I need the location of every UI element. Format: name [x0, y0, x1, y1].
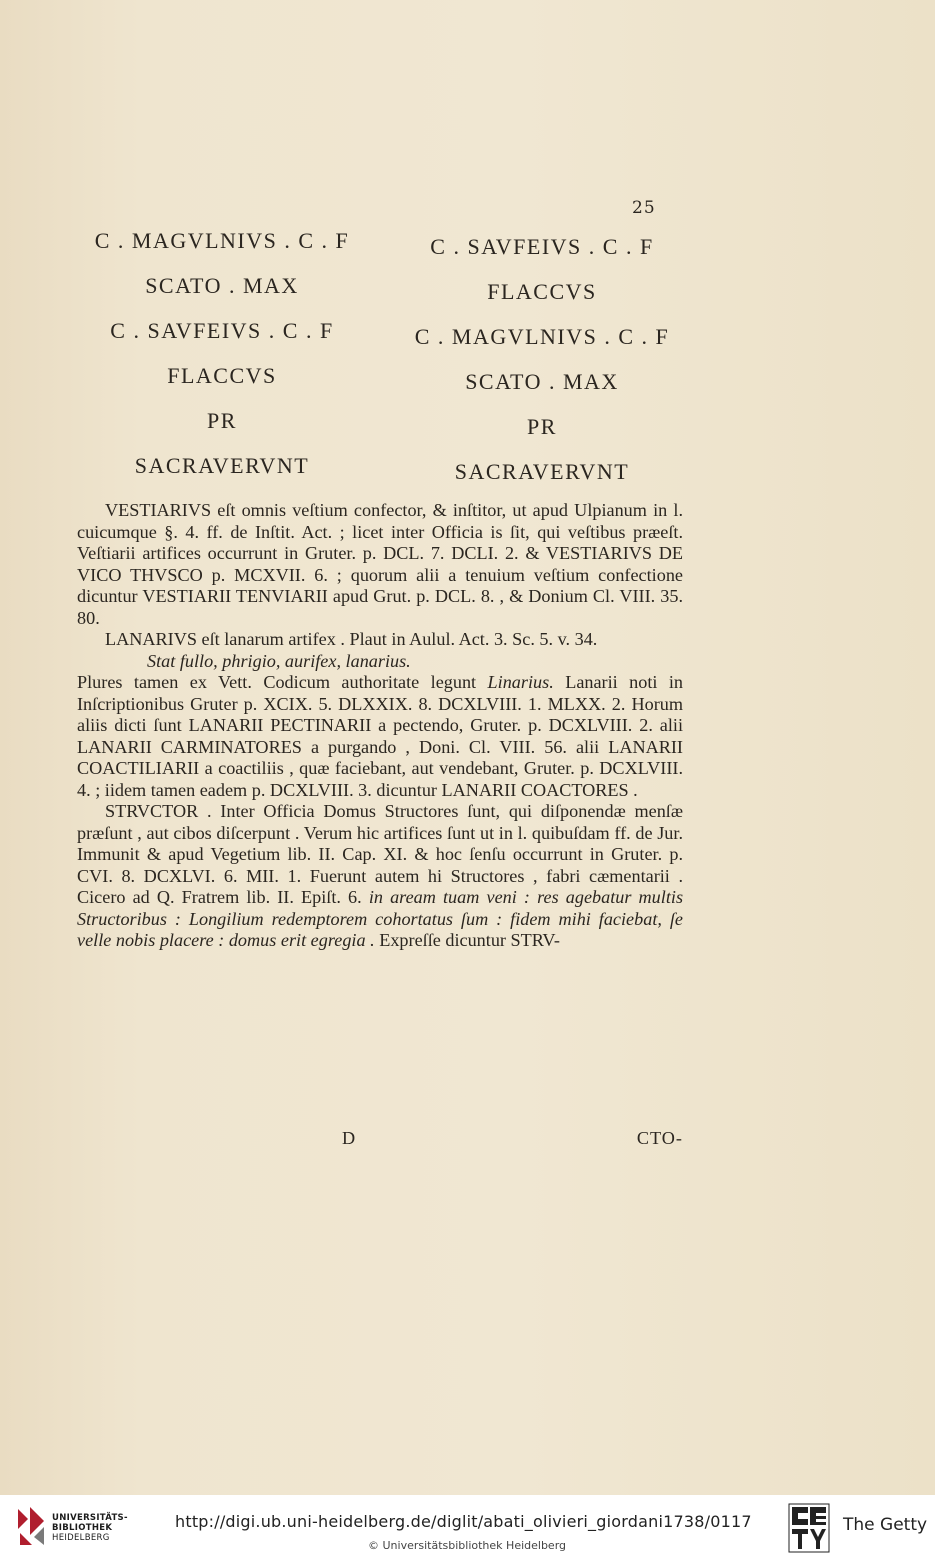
- paragraph-linarius: [77, 672, 683, 801]
- signature-mark: D: [342, 1128, 356, 1148]
- inscription-line: PR: [527, 414, 557, 439]
- text-run: Expreſſe dicuntur STRV-: [379, 930, 560, 950]
- paragraph-vestiarius: VESTIARIVS eſt omnis veſtium confector, & inſtitor, ut apud Ulpianum in l. cuicumque §. 4. ff. de Inſtit. Act. ; licet inter Officia is ſit, qui veſtibus præeſt. Veſtiarii artifices occurrunt in Gruter. p. DCL. 7. DCLI. 2. & VESTIARIVS DE VICO THVSCO p. MCXVII. 6. ; quorum alii a tenuium veſtium confectione dicuntur VESTIARII TENVIARII apud Grut. p. DCL. 8. , & Donium Cl. VIII. 35. 80.: [77, 500, 683, 628]
- inscription-line: FLACCVS: [487, 279, 597, 304]
- italic-run: in aream tuam veni : res agebatur multis Structoribus : Longilium redemptorem cohortatus ſum : fidem mihi faciebat, ſe velle nobis placere : domus erit egregia .: [77, 887, 684, 950]
- ub-line: UNIVERSITÄTS-: [52, 1513, 128, 1523]
- inscription-line: SCATO . MAX: [145, 273, 299, 298]
- page-foot: [77, 1128, 683, 1152]
- ub-line: HEIDELBERG: [52, 1533, 110, 1543]
- inscription-left: [72, 226, 372, 496]
- inscription-line: C . SAVFEIVS . C . F: [110, 318, 334, 343]
- viewer-footer: [0, 1495, 935, 1563]
- getty-logo-icon[interactable]: [788, 1503, 830, 1553]
- paragraph-lanarius: LANARIVS eſt lanarum artifex . Plaut in Aulul. Act. 3. Sc. 5. v. 34.: [105, 629, 598, 649]
- inscription-line: C . SAVFEIVS . C . F: [430, 234, 654, 259]
- inscription-line: SACRAVERVNT: [454, 459, 630, 484]
- text-run: STRVCTOR . Inter Officia Domus Structores ſunt, qui diſponendæ menſæ præſunt , aut cibos diſcerpunt . Verum hic artifices ſunt ut in l. quibuſdam ff. de Jur. Immunit & apud Vegetium lib. II. Cap. XI. & hoc ſenſu occurrunt in Gruter. p. CVI. 8. DCXLVI. 6. MII. 1. Fuerunt autem hi Structores , fabri cæmentarii . Cicero ad Q. Fratrem lib. II. Epiſt. 6.: [77, 801, 683, 907]
- verse-quote: Stat fullo, phrigio, aurifex, lanarius.: [147, 650, 411, 671]
- commentary-text: [77, 500, 683, 952]
- page-number: 25: [632, 198, 656, 218]
- inscription-line: FLACCVS: [167, 363, 277, 388]
- inscription-line: C . MAGVLNIVS . C . F: [94, 228, 350, 253]
- inscription-right: [392, 232, 692, 502]
- inscription-line: C . MAGVLNIVS . C . F: [414, 324, 670, 349]
- getty-wordmark: The Getty: [843, 1515, 928, 1535]
- ub-wordmark: [52, 1513, 128, 1543]
- copyright-notice: © Universitätsbibliothek Heidelberg: [368, 1539, 567, 1552]
- ub-heidelberg-icon: [14, 1505, 48, 1547]
- paragraph-structor: [77, 801, 683, 952]
- catchword: CTO-: [636, 1128, 683, 1148]
- italic-run: Linarius.: [487, 672, 554, 692]
- inscription-line: PR: [207, 408, 237, 433]
- permalink-url[interactable]: http://digi.ub.uni-heidelberg.de/diglit/abati_olivieri_giordani1738/0117: [175, 1512, 752, 1531]
- inscription-line: SACRAVERVNT: [134, 453, 310, 478]
- text-run: Lanarii noti in Inſcriptionibus Gruter p. XCIX. 5. DLXXIX. 8. DCXLVIII. 1. MLXX. 2. Horum aliis dicti ſunt LANARII PECTINARII a pectendo, Gruter. p. DCXLVIII. 2. alii LANARII CARMINATORES a purgando , Doni. Cl. VIII. 56. alii LANARII COACTILIARII a coactiliis , quæ faciebant, aut vendebant, Gruter. p. DCXLVIII. 4. ; iidem tamen eadem p. DCXLVIII. 3. dicuntur LANARII COACTORES .: [77, 672, 684, 800]
- ub-line: BIBLIOTHEK: [52, 1523, 113, 1533]
- inscription-line: SCATO . MAX: [465, 369, 619, 394]
- text-run: Plures tamen ex Vett. Codicum authoritate legunt: [77, 672, 477, 692]
- university-library-logo[interactable]: [14, 1505, 128, 1550]
